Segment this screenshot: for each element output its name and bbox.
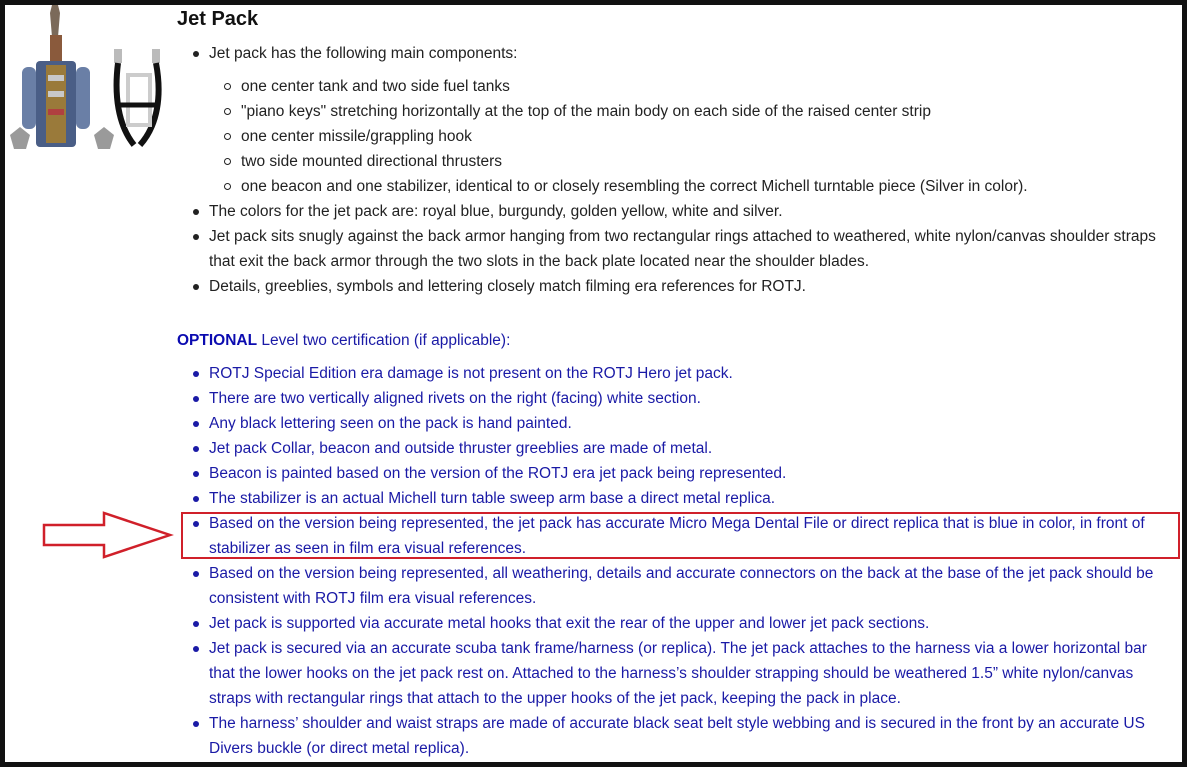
components-intro: Jet pack has the following main components: — [209, 45, 518, 62]
list-item: Jet pack is secured via an accurate scuba tank frame/harness (or replica). The jet pack attaches to the harness via a lower horizontal bar that the lower hooks on the jet pack rest on. Attached to the harness’s shoulder strapping should be weathered 1.5” white nylon/canvas straps with rectangular rings that attach to the upper hooks of the jet pack, keeping the pack in place. — [209, 636, 1175, 711]
list-item: one center tank and two side fuel tanks — [241, 74, 1169, 99]
list-item: Any black lettering seen on the pack is hand painted. — [209, 411, 1175, 436]
list-item: Jet pack Collar, beacon and outside thruster greeblies are made of metal. — [209, 436, 1175, 461]
list-item: one center missile/grappling hook — [241, 124, 1169, 149]
list-item: The harness’ shoulder and waist straps are made of accurate black seat belt style webbing and is secured in the front by an accurate US Divers buckle (or direct metal replica). — [209, 711, 1175, 761]
list-item: Based on the version being represented, the jet pack has accurate Micro Mega Dental File or direct replica that is blue in color, in front of stabilizer as seen in film era visual references. — [209, 511, 1175, 561]
optional-heading-text: Level two certification (if applicable): — [257, 332, 511, 349]
list-item: Jet pack is supported via accurate metal hooks that exit the rear of the upper and lower jet pack sections. — [209, 611, 1175, 636]
optional-list — [209, 361, 1175, 761]
list-item: two side mounted directional thrusters — [241, 149, 1169, 174]
list-item: Details, greeblies, symbols and lettering closely match filming era references for ROTJ. — [209, 274, 1169, 299]
list-item: The colors for the jet pack are: royal blue, burgundy, golden yellow, white and silver. — [209, 199, 1169, 224]
list-item: ROTJ Special Edition era damage is not present on the ROTJ Hero jet pack. — [209, 361, 1175, 386]
highlight-box — [181, 512, 1180, 559]
harness-graphic — [114, 49, 160, 145]
jetpack-image — [6, 5, 172, 155]
list-item: "piano keys" stretching horizontally at the top of the main body on each side of the raised center strip — [241, 99, 1169, 124]
main-components-list — [209, 41, 1169, 299]
list-item: Beacon is painted based on the version of the ROTJ era jet pack being represented. — [209, 461, 1175, 486]
list-item: Jet pack sits snugly against the back armor hanging from two rectangular rings attached to weathered, white nylon/canvas shoulder straps that exit the back armor through the two slots in the back plate located near the shoulder blades. — [209, 224, 1169, 274]
list-item: The stabilizer is an actual Michell turn table sweep arm base a direct metal replica. — [209, 486, 1175, 511]
list-item: There are two vertically aligned rivets on the right (facing) white section. — [209, 386, 1175, 411]
list-item — [209, 41, 1169, 199]
optional-heading — [177, 328, 510, 353]
jetpack-graphic — [10, 5, 114, 149]
list-item: one beacon and one stabilizer, identical to or closely resembling the correct Michell turntable piece (Silver in color). — [241, 174, 1169, 199]
optional-label: OPTIONAL — [177, 332, 258, 349]
page-title: Jet Pack — [177, 8, 259, 30]
list-item: Based on the version being represented, all weathering, details and accurate connectors on the back at the base of the jet pack should be consistent with ROTJ film era visual references. — [209, 561, 1175, 611]
components-sublist — [241, 74, 1169, 199]
pointer-arrow-icon — [42, 511, 174, 561]
